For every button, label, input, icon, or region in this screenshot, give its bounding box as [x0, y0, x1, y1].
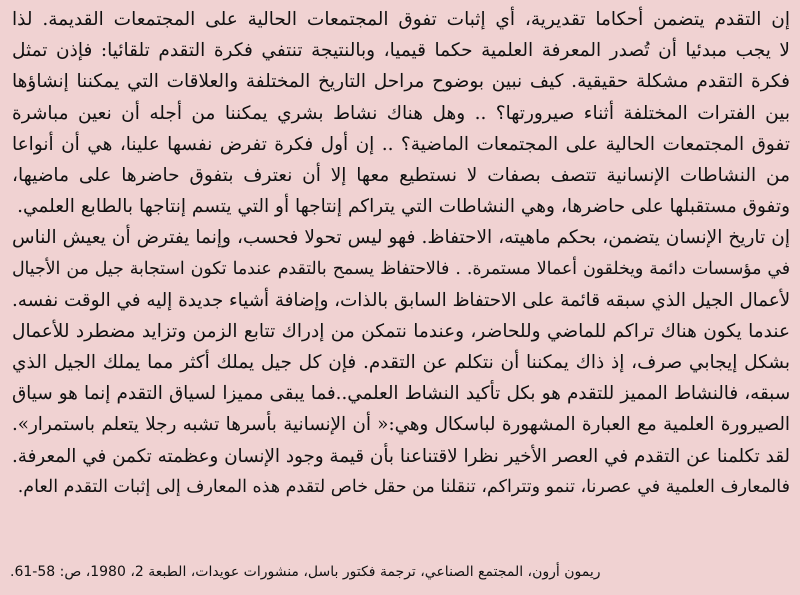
- text-line: سبقه، فالنشاط المميز للتقدم هو بكل تأكيد النشاط العلمي..فما يبقى مميزا لسياق التقدم إنما هو سياق: [12, 383, 790, 405]
- text-line: لأعمال الجيل الذي سبقه قائمة على الاحتفاظ السابق بالذات، وإضافة أشياء جديدة إليه في الوقت نفسه.: [12, 289, 790, 311]
- text-line: لا يجب مبدئيا أن تُصدر المعرفة العلمية حكما قيميا، وبالنتيجة تنتفي فكرة التقدم تلقائيا: فإذن تمثل: [12, 40, 790, 62]
- text-line: إن التقدم يتضمن أحكاما تقديرية، أي إثبات تفوق المجتمعات الحالية على المجتمعات القديمة. لذا: [12, 9, 790, 30]
- text-line: في مؤسسات دائمة ويخلقون أعمالا مستمرة. . فالاحتفاظ يسمح بالتقدم عندما تكون استجابة جيل من الأجيال: [12, 258, 790, 279]
- text-line: لقد تكلمنا عن التقدم في العصر الأخير نظرا لاقتناعنا بأن قيمة وجود الإنسان وعظمته تكمن في المعرفة.: [12, 445, 790, 467]
- text-line: تفوق المجتمعات الحالية على المجتمعات الماضية؟ .. إن أول فكرة تفرض نفسها علينا، هي أن أنواعا: [12, 133, 790, 155]
- source-citation: ريمون أرون، المجتمع الصناعي، ترجمة فكتور باسل، منشورات عويدات، الطبعة 2، 1980، ص: 58-61.: [10, 564, 601, 580]
- text-line: الصيرورة العلمية مع العبارة المشهورة لباسكال وهي:« أن الإنسانية بأسرها تشبه رجلا يتعلم باستمرار».: [12, 414, 790, 436]
- text-line: فكرة التقدم مشكلة حقيقية. كيف نبين بوضوح مراحل التاريخ المختلفة والعلاقات التي يمكننا إنشاؤها: [12, 71, 790, 93]
- text-line: بشكل إيجابي صرف، إذ ذاك يمكننا أن نتكلم عن التقدم. فإن كل جيل يملك أكثر مما يملك الجيل الذي: [12, 352, 790, 374]
- text-line: إن تاريخ الإنسان يتضمن، بحكم ماهيته، الاحتفاظ. فهو ليس تحولا فحسب، وإنما يفترض أن يعيش الناس: [12, 227, 790, 249]
- text-line: بين الفترات المختلفة أثناء صيرورتها؟ .. وهل هناك نشاط بشري يمكننا من أجله أن نعين مباشرة: [12, 102, 790, 124]
- text-line: فالمعارف العلمية في عصرنا، تنمو وتتراكم، تنقلنا من حقل خاص لتقدم هذه المعارف إلى إثبات التقدم العام.: [17, 476, 790, 497]
- text-line: عندما يكون هناك تراكم للماضي وللحاضر، وعندما نتمكن من إدراك تتابع الزمن وتزايد مضطرد للأعمال: [12, 320, 790, 342]
- text-line: من النشاطات الإنسانية تتصف بصفات لا نستطيع معها إلا أن نعترف بتفوق حاضرها على ماضيها،: [12, 164, 790, 186]
- body-text: [12, 4, 790, 503]
- text-line: وتفوق مستقبلها على حاضرها، وهي النشاطات التي يتراكم إنتاجها أو التي يتسم إنتاجها بالطابع العلمي.: [17, 196, 790, 218]
